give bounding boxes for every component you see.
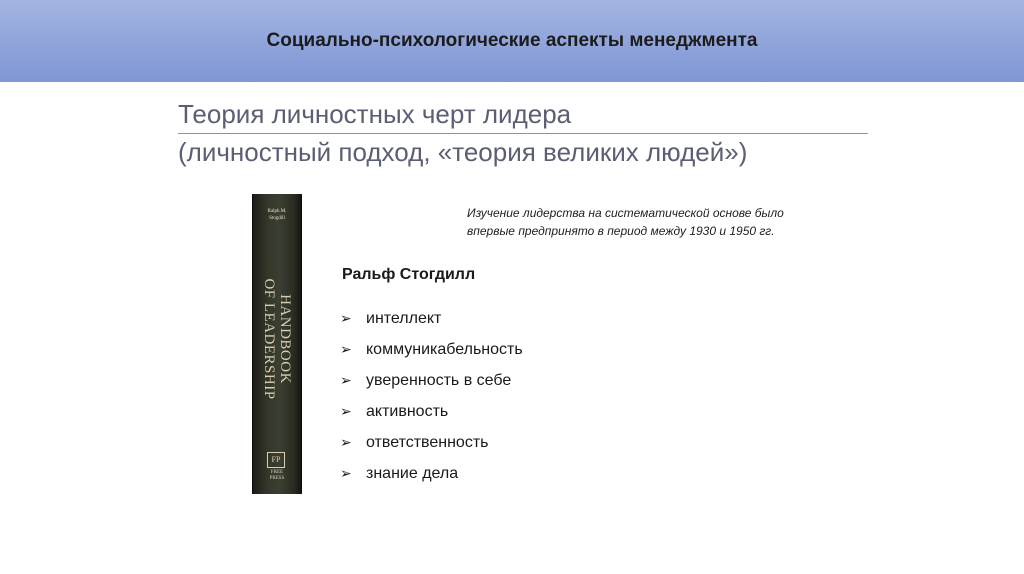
- check-arrow-icon: ➢: [340, 403, 352, 420]
- slide-title: [178, 96, 868, 171]
- trait-label: уверенность в себе: [366, 371, 512, 389]
- book-title-line2: OF LEADERSHIP: [261, 278, 277, 400]
- book-publisher: [257, 470, 297, 482]
- list-item: [340, 365, 523, 396]
- traits-list: [340, 303, 523, 489]
- check-arrow-icon: ➢: [340, 465, 352, 482]
- book-title-line1: HANDBOOK: [277, 294, 293, 384]
- book-publisher-line2: PRESS: [269, 476, 285, 481]
- author-name: Ральф Стогдилл: [342, 266, 476, 283]
- book-author-line1: Ralph M.: [267, 209, 287, 214]
- list-item: [340, 334, 523, 365]
- trait-label: активность: [366, 402, 449, 420]
- book-author: [257, 208, 297, 222]
- list-item: [340, 303, 523, 334]
- list-item: [340, 396, 523, 427]
- check-arrow-icon: ➢: [340, 434, 352, 451]
- check-arrow-icon: ➢: [340, 310, 352, 327]
- trait-label: коммуникабельность: [366, 340, 523, 358]
- list-item: [340, 427, 523, 458]
- header-title: Социально-психологические аспекты менеджмента: [266, 30, 758, 51]
- trait-label: интеллект: [366, 309, 442, 327]
- slide-header: [0, 0, 1024, 82]
- history-note: [467, 204, 847, 240]
- trait-label: ответственность: [366, 433, 489, 451]
- history-note-line1: Изучение лидерства на систематической основе было: [467, 206, 784, 220]
- book-publisher-line1: FREE: [270, 470, 284, 475]
- trait-label: знание дела: [366, 464, 459, 482]
- check-arrow-icon: ➢: [340, 341, 352, 358]
- check-arrow-icon: ➢: [340, 372, 352, 389]
- slide-title-line1: Теория личностных черт лидера: [178, 96, 868, 134]
- book-author-line2: Stogdill: [269, 216, 285, 221]
- slide-title-line2: (личностный подход, «теория великих людей»): [178, 137, 748, 167]
- publisher-logo-icon: FP: [267, 452, 285, 468]
- book-spine-image: [252, 194, 302, 494]
- history-note-line2: впервые предпринято в период между 1930 и 1950 гг.: [467, 224, 775, 238]
- list-item: [340, 458, 523, 489]
